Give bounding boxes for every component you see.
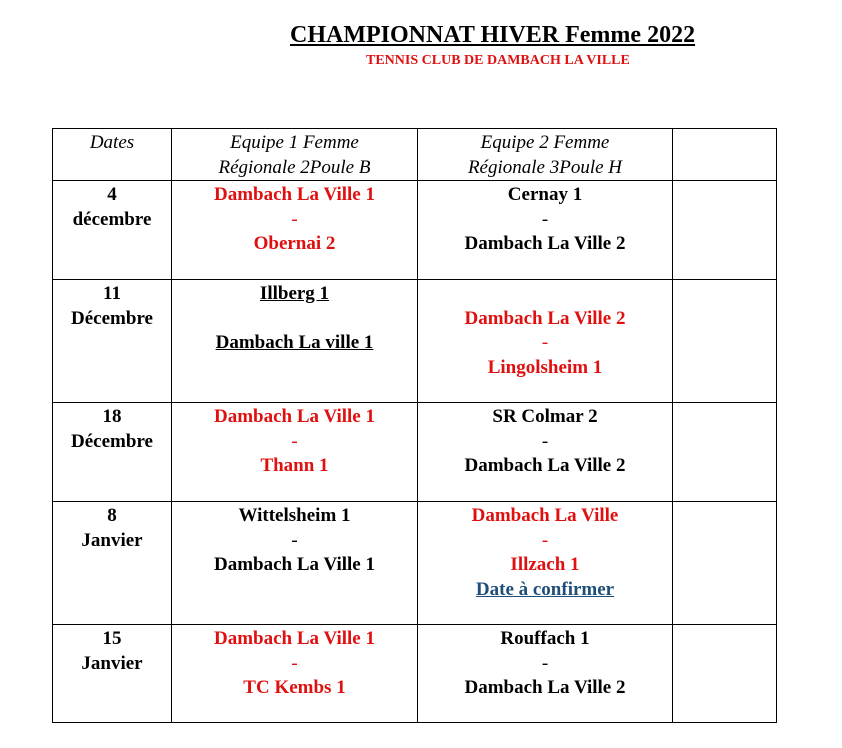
table-row xyxy=(53,625,777,723)
empty-cell xyxy=(673,502,777,625)
team2-match: Cernay 1 - Dambach La Ville 2 xyxy=(418,181,673,280)
date-cell: 4 décembre xyxy=(53,181,172,280)
date-confirm-link[interactable]: Date à confirmer xyxy=(475,578,615,600)
date-cell: 11 Décembre xyxy=(53,280,172,403)
team2-match: Dambach La Ville 2 - Lingolsheim 1 xyxy=(418,280,673,403)
club-subtitle: TENNIS CLUB DE DAMBACH LA VILLE xyxy=(366,53,630,68)
team1-match: Dambach La Ville 1 - Obernai 2 xyxy=(172,181,418,280)
date-cell: 18 Décembre xyxy=(53,403,172,502)
empty-cell xyxy=(673,625,777,723)
team2-match: Rouffach 1 - Dambach La Ville 2 xyxy=(418,625,673,723)
header-extra xyxy=(673,129,777,181)
table-row xyxy=(53,403,777,502)
team1-match: Wittelsheim 1 - Dambach La Ville 1 xyxy=(172,502,418,625)
team1-match: Dambach La Ville 1 - Thann 1 xyxy=(172,403,418,502)
team2-match: SR Colmar 2 - Dambach La Ville 2 xyxy=(418,403,673,502)
header-team1: Equipe 1 Femme Régionale 2Poule B xyxy=(172,129,418,181)
header-team2: Equipe 2 Femme Régionale 3Poule H xyxy=(418,129,673,181)
date-cell: 8 Janvier xyxy=(53,502,172,625)
schedule-table xyxy=(52,128,777,723)
empty-cell xyxy=(673,403,777,502)
team2-match: Dambach La Ville - Illzach 1 Date à confirmer xyxy=(418,502,673,625)
team1-match: Dambach La Ville 1 - TC Kembs 1 xyxy=(172,625,418,723)
team1-match: Illberg 1 Dambach La ville 1 xyxy=(172,280,418,403)
table-row xyxy=(53,280,777,403)
table-row xyxy=(53,502,777,625)
empty-cell xyxy=(673,280,777,403)
header-dates: Dates xyxy=(53,129,172,181)
page-title: CHAMPIONNAT HIVER Femme 2022 xyxy=(290,22,696,48)
table-row xyxy=(53,181,777,280)
empty-cell xyxy=(673,181,777,280)
date-cell: 15 Janvier xyxy=(53,625,172,723)
header-row xyxy=(53,129,777,181)
